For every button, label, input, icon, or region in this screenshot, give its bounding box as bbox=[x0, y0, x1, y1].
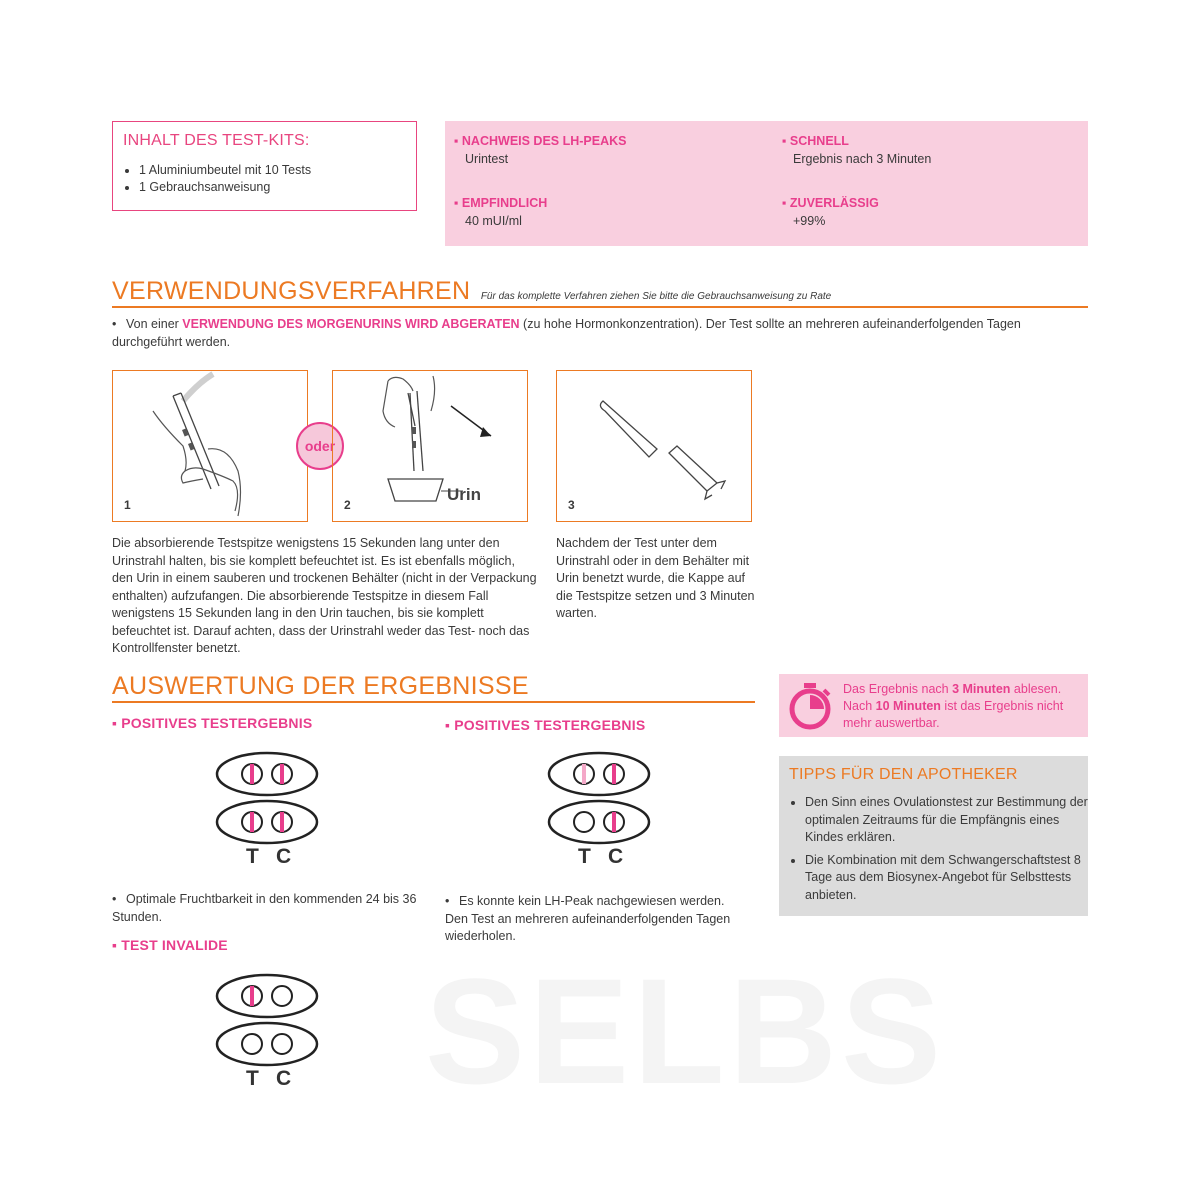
timer-note-text bbox=[843, 681, 1078, 732]
step-number: 1 bbox=[124, 498, 131, 512]
bullet-icon: ▪ bbox=[454, 196, 462, 210]
results-title: AUSWERTUNG DER ERGEBNISSE bbox=[112, 672, 529, 700]
bullet-icon: ▪ bbox=[112, 937, 122, 953]
feature-value: +99% bbox=[793, 214, 826, 228]
c-label: C bbox=[608, 845, 624, 868]
pharmacist-tips-box bbox=[779, 756, 1088, 916]
second-heading-label: POSITIVES TESTERGEBNIS bbox=[454, 717, 646, 733]
bullet-icon: ▪ bbox=[782, 134, 790, 148]
timer-note-box bbox=[779, 674, 1088, 737]
procedure-subtitle: Für das komplette Verfahren ziehen Sie bitte die Gebrauchsanweisung zu Rate bbox=[480, 291, 832, 302]
c-label: C bbox=[276, 1067, 292, 1090]
kit-list bbox=[123, 162, 311, 196]
timer-text-part: ablesen. Nach bbox=[843, 682, 1062, 713]
procedure-description-left: Die absorbierende Testspitze wenigstens 15 Sekunden lang unter den Urinstrahl halten, bis sie komplett befeuchtet ist. Es ist ebenfalls möglich, den Urin in einem sauberen und trockenen Behälter (nicht in der Verpackung enthalten) aufzufangen. Die absorbierende Testspitze in diesem Fall wenigstens 15 Sekunden lang in den Urin tauchen, bis sie komplett befeuchtet ist. Darauf achten, dass der Urinstrahl weder das Test- noch das Kontrollfenster benetzt. bbox=[112, 536, 537, 655]
feature-reliable bbox=[782, 194, 879, 230]
invalid-result-diagram bbox=[212, 972, 322, 1072]
feature-title: NACHWEIS DES LH-PEAKS bbox=[461, 134, 627, 148]
results-rule bbox=[112, 701, 755, 703]
timer-text-part: ist das Ergebnis nicht mehr auswertbar. bbox=[843, 699, 1064, 730]
bullet-icon: • bbox=[112, 317, 117, 331]
feature-lh-peak bbox=[454, 132, 627, 168]
note-suffix: (zu hohe Hormonkonzentration). Der Test sollte an mehreren aufeinanderfolgenden Tagen durchgeführt werden. bbox=[112, 317, 1021, 349]
procedure-heading bbox=[112, 277, 831, 306]
positive-result-diagram bbox=[212, 750, 322, 850]
procedure-rule bbox=[112, 306, 1088, 308]
list-item: • Die Kombination mit dem Schwangerschaftstest 8 Tage aus dem Biosynex-Angebot für Selbsttests anbieten. bbox=[805, 852, 1090, 905]
second-text bbox=[445, 893, 735, 946]
bullet-icon: ▪ bbox=[454, 134, 462, 148]
positive-text-label: Optimale Fruchtbarkeit in den kommenden 24 bis 36 Stunden. bbox=[112, 892, 417, 924]
feature-value: Ergebnis nach 3 Minuten bbox=[793, 152, 932, 166]
procedure-title: VERWENDUNGSVERFAHREN bbox=[112, 277, 471, 305]
or-label: oder bbox=[304, 438, 336, 454]
bullet-icon: ▪ bbox=[112, 715, 122, 731]
feature-sensitive bbox=[454, 194, 547, 230]
step-2-illustration bbox=[332, 370, 528, 522]
kit-contents-box bbox=[112, 121, 417, 211]
feature-title: ZUVERLÄSSIG bbox=[789, 196, 879, 210]
test-with-cap-icon bbox=[557, 371, 750, 520]
procedure-description-right: Nachdem der Test unter dem Urinstrahl oder in dem Behälter mit Urin benetzt wurde, die Kappe auf die Testspitze setzen und 3 Minuten warten. bbox=[556, 536, 755, 620]
test-in-cup-icon bbox=[333, 371, 526, 520]
t-label: T bbox=[246, 845, 259, 868]
step-number: 3 bbox=[568, 498, 575, 512]
timer-bold-part: 3 Minuten bbox=[952, 682, 1011, 696]
feature-value: 40 mUI/ml bbox=[465, 214, 522, 228]
feature-fast bbox=[782, 132, 931, 168]
bullet-icon: • bbox=[112, 892, 117, 906]
list-item: • 1 Aluminiumbeutel mit 10 Tests bbox=[139, 162, 311, 179]
timer-text-part: Das Ergebnis nach bbox=[843, 682, 953, 696]
kit-title: INHALT DES TEST-KITS: bbox=[123, 132, 310, 149]
step-1-illustration bbox=[112, 370, 308, 522]
tips-list bbox=[789, 794, 1090, 909]
watermark-text: SELBS bbox=[425, 947, 946, 1115]
step-3-illustration bbox=[556, 370, 752, 522]
timer-bold-part: 10 Minuten bbox=[875, 699, 941, 713]
feature-title: SCHNELL bbox=[789, 134, 849, 148]
hand-holding-test-icon bbox=[113, 371, 306, 520]
note-prefix: Von einer bbox=[126, 317, 183, 331]
t-label: T bbox=[578, 845, 591, 868]
urine-label: Urin bbox=[447, 485, 481, 504]
step-number: 2 bbox=[344, 498, 351, 512]
bullet-icon: • bbox=[445, 894, 450, 908]
feature-title: EMPFINDLICH bbox=[461, 196, 548, 210]
negative-result-diagram bbox=[544, 750, 654, 850]
list-item: • 1 Gebrauchsanweisung bbox=[139, 179, 311, 196]
bullet-icon: ▪ bbox=[445, 717, 455, 733]
invalid-heading bbox=[112, 937, 228, 953]
procedure-note bbox=[112, 316, 1090, 351]
c-label: C bbox=[276, 845, 292, 868]
positive-heading-label: POSITIVES TESTERGEBNIS bbox=[121, 715, 313, 731]
invalid-heading-label: TEST INVALIDE bbox=[121, 937, 228, 953]
positive-text bbox=[112, 891, 427, 926]
t-label: T bbox=[246, 1067, 259, 1090]
second-text-label: Es konnte kein LH-Peak nachgewiesen werden. Den Test an mehreren aufeinanderfolgenden Tagen wiederholen. bbox=[445, 894, 731, 943]
stopwatch-icon bbox=[787, 681, 833, 731]
feature-value: Urintest bbox=[465, 152, 509, 166]
list-item: • Den Sinn eines Ovulationstest zur Bestimmung der optimalen Zeitraums für die Empfängnis eines Kindes erklären. bbox=[805, 794, 1090, 847]
note-highlight: VERWENDUNG DES MORGENURINS WIRD ABGERATEN bbox=[182, 317, 520, 331]
bullet-icon: ▪ bbox=[782, 196, 790, 210]
features-box bbox=[445, 121, 1088, 246]
tips-title: TIPPS FÜR DEN APOTHEKER bbox=[789, 766, 1018, 783]
positive-heading bbox=[112, 715, 312, 731]
second-heading bbox=[445, 717, 645, 733]
